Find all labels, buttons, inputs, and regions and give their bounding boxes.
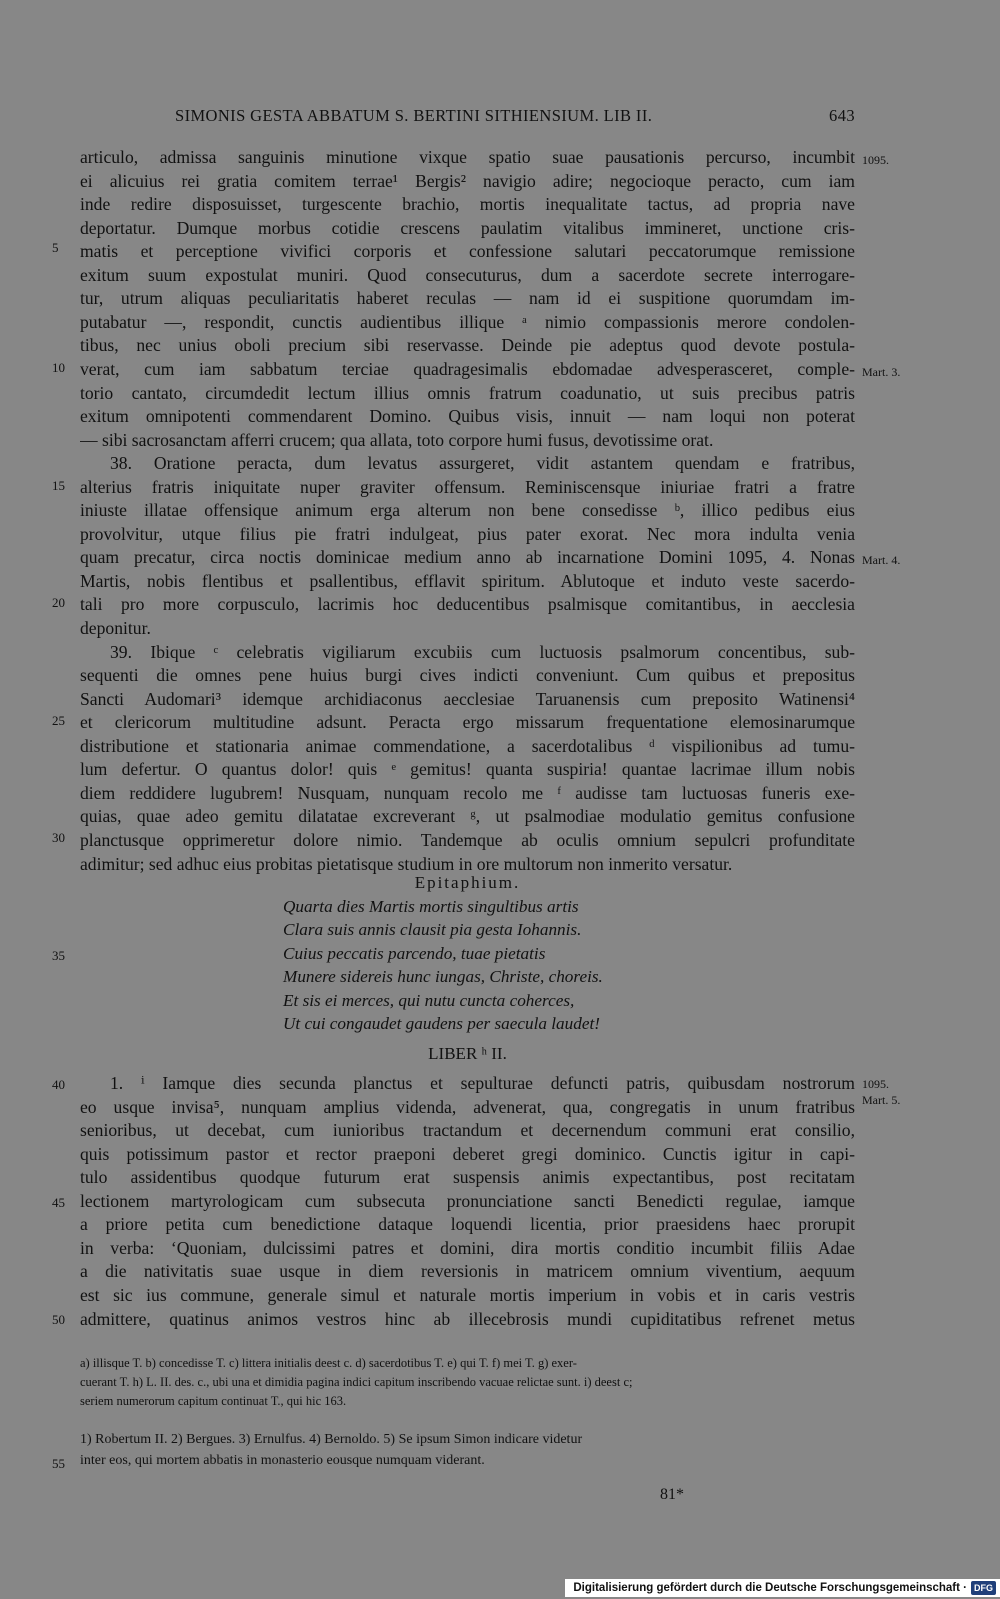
text-line: deponitur. bbox=[80, 618, 151, 638]
line-number: 40 bbox=[52, 1077, 65, 1092]
text-line: distributione et stationaria animae commendatione, a sacerdotalibus ᵈ vispilionibus ad tumu- bbox=[80, 735, 855, 756]
line-number: 50 bbox=[52, 1312, 65, 1327]
signature-mark: 81* bbox=[660, 1486, 684, 1503]
text-line: lectionem martyrologicam cum subsecuta pronunciatione sancti Benedicti regulae, iamque bbox=[80, 1190, 855, 1211]
text-line: tali pro more corpusculo, lacrimis hoc deducentibus psalmisque comitantibus, in aecclesia bbox=[80, 594, 855, 615]
text-line: eo usque invisa⁵, nunquam amplius videnda, advenerat, qua, congregatis in unum fratribus bbox=[80, 1096, 855, 1117]
text-line: quam precatur, circa noctis dominicae medium anno ab incarnatione Domini 1095, 4. Nonas bbox=[80, 547, 855, 568]
text-line: lum defertur. O quantus dolor! quis ᵉ gemitus! quanta suspiria! quantae lacrimae illum nobis bbox=[80, 759, 855, 780]
poem-line: Clara suis annis clausit pia gesta Iohannis. bbox=[283, 920, 582, 940]
apparatus-line: a) illisque T. b) concedisse T. c) littera initialis deest c. d) sacerdotibus T. e) qui T. f) mei T. g) exer- bbox=[80, 1356, 577, 1370]
text-line: exitum suum expostulat muniri. Quod consecuturus, dum a sacerdote secrete interrogare- bbox=[80, 264, 855, 285]
text-line: provolvitur, utque filius pie fratri indulgeat, pius pater exorat. Nec mora indulta venia bbox=[80, 523, 855, 544]
margin-note-date: Mart. 3. bbox=[862, 365, 901, 379]
text-line: senioribus, ut decebat, cum iunioribus tractandum et decernendum communi erat consilio, bbox=[80, 1120, 855, 1141]
text-line: planctusque opprimeretur dolore nimio. Tandemque ab oculis omnium sepulcri profunditate bbox=[80, 829, 855, 850]
margin-note-date: Mart. 4. bbox=[862, 553, 901, 567]
line-number: 20 bbox=[52, 595, 65, 610]
text-line: a priore petita cum benedictione dataque loquendi licentia, prior praesidens haec prorupit bbox=[80, 1214, 855, 1235]
line-number: 5 bbox=[52, 240, 59, 255]
footnote-line: 1) Robertum II. 2) Bergues. 3) Ernulfus. 4) Bernoldo. 5) Se ipsum Simon indicare videtur bbox=[80, 1432, 583, 1447]
book-title: LIBER ʰ II. bbox=[428, 1044, 507, 1063]
line-number: 25 bbox=[52, 713, 65, 728]
text-line: quis potissimum pastor et rector praeponi deberet gregi dominico. Cunctis igitur in capi- bbox=[80, 1143, 855, 1164]
text-line: diem reddidere lugubrem! Nusquam, nunquam recolo me ᶠ audisse tam luctuosas funeris exe- bbox=[80, 782, 855, 803]
page-number: 643 bbox=[829, 106, 855, 125]
margin-note-year: 1095. bbox=[862, 153, 889, 167]
margin-note-year: 1095. bbox=[862, 1077, 889, 1091]
text-line: adimitur; sed adhuc eius probitas pietatisque studium in ore multorum non inmerito versatur. bbox=[80, 853, 733, 874]
running-header bbox=[175, 106, 855, 126]
running-title: SIMONIS GESTA ABBATUM S. BERTINI SITHIENSIUM. LIB II. bbox=[175, 106, 653, 125]
line-number: 55 bbox=[52, 1456, 65, 1471]
poem-line: Quarta dies Martis mortis singultibus artis bbox=[283, 897, 579, 916]
text-line: sequenti die omnes pene huius burgi cives indicti conveniunt. Cum quibus et prepositus bbox=[80, 665, 855, 686]
text-line: deportatur. Dumque morbus cotidie crescens paulatim vitalibus immineret, unctione cris- bbox=[80, 217, 855, 238]
text-line: alterius fratris iniquitate nuper graviter offensum. Reminiscensque iniuriae fratri a fratre bbox=[80, 476, 855, 497]
poem-line: Ut cui congaudet gaudens per saecula laudet! bbox=[283, 1014, 600, 1033]
text-line: inde redire disposuisset, turgescente brachio, mortis inequalitate tactus, ad propria nave bbox=[80, 194, 855, 215]
epitaph-title: Epitaphium. bbox=[414, 873, 521, 892]
margin-note-date: Mart. 5. bbox=[862, 1093, 901, 1107]
text-line: a die nativitatis suae usque in diem reversionis in matricem omnium viventium, aequum bbox=[80, 1261, 855, 1282]
line-number: 30 bbox=[52, 830, 65, 845]
footnote-line: inter eos, qui mortem abbatis in monasterio eousque numquam viderant. bbox=[80, 1453, 485, 1468]
text-line: iniuste illatae offensique animum erga alterum non bene consedisse ᵇ, illico pedibus eius bbox=[80, 500, 855, 521]
footer-text: Digitalisierung gefördert durch die Deutsche Forschungsgemeinschaft · bbox=[573, 1582, 967, 1594]
text-line: exitum omnipotenti commendarent Domino. Quibus visis, innuit — nam loqui non poterat bbox=[80, 406, 855, 427]
poem-line: Cuius peccatis parcendo, tuae pietatis bbox=[283, 943, 546, 963]
text-line: torio cantato, circumdedit lectum illius omnis fratrum coadunatio, ut suis precibus patris bbox=[80, 382, 855, 403]
text-line: matis et perceptione vivifici corporis et confessione salutari peccatorumque remissione bbox=[80, 241, 855, 262]
text-line: 1. ⁱ Iamque dies secunda planctus et sepulturae defuncti patris, quibusdam nostrorum bbox=[110, 1073, 855, 1093]
text-line: admittere, quatinus animos vestros hinc ab illecebrosis mundi cupiditatibus refrenet metus bbox=[80, 1308, 855, 1329]
digitization-footer bbox=[565, 1579, 1000, 1597]
text-line: tulo assidentibus quodque futurum erat suspensis animis expectantibus, post recitatam bbox=[80, 1167, 855, 1188]
text-line: est sic ius commune, generale simul et naturale mortis imperium in vobis et in caris vestris bbox=[80, 1284, 855, 1305]
text-line: 39. Ibique ᶜ celebratis vigiliarum excubiis cum luctuosis psalmorum concentibus, sub- bbox=[110, 641, 855, 662]
text-line: tibus, nec unius oboli precium sibi reservasse. Deinde pie adeptus quod devote postula- bbox=[80, 335, 855, 356]
text-line: ei alicuius rei gratia comitem terrae¹ Bergis² navigio adire; negocioque peracto, cum iam bbox=[80, 170, 855, 191]
text-line: putabatur —, respondit, cunctis audientibus illique ᵃ nimio compassionis merore condolen- bbox=[80, 311, 855, 332]
text-line: Sancti Audomari³ idemque archidiaconus aecclesiae Taruanensis cum preposito Watinensi⁴ bbox=[80, 688, 855, 709]
text-line: et clericorum multitudine adsunt. Peracta ergo missarum frequentatione elemosinarumque bbox=[80, 712, 855, 733]
text-line: — sibi sacrosanctam afferri crucem; qua allata, toto corpore humi fusus, devotissime orat. bbox=[80, 429, 714, 450]
dfg-logo-icon: DFG bbox=[971, 1581, 996, 1595]
poem-line: Et sis ei merces, qui nutu cuncta coherces, bbox=[283, 990, 575, 1010]
text-line: tur, utrum aliquas peculiaritatis haberet reculas — nam id ei suspitione quorumdam im- bbox=[80, 288, 855, 309]
text-line: quias, quae adeo gemitu dilatatae excreverant ᵍ, ut psalmodiae modulatio gemitus confusione bbox=[80, 806, 855, 827]
line-number: 45 bbox=[52, 1195, 65, 1210]
apparatus-line: seriem numerorum capitum continuat T., qui hic 163. bbox=[80, 1394, 347, 1408]
line-number: 10 bbox=[52, 360, 65, 375]
text-line: in verba: ‘Quoniam, dulcissimi patres et domini, dira mortis conditio incumbit filiis Adae bbox=[80, 1237, 855, 1258]
text-line: verat, cum iam sabbatum terciae quadragesimalis ebdomadae advesperasceret, comple- bbox=[80, 358, 855, 379]
text-line: Martis, nobis flentibus et psallentibus, efflavit spiritum. Ablutoque et induto veste sacerdo- bbox=[80, 570, 855, 591]
apparatus-line: cuerant T. h) L. II. des. c., ubi una et dimidia pagina indici capitum inscribendo vacuae relictae sunt. i) deest c; bbox=[80, 1375, 633, 1389]
text-line: articulo, admissa sanguinis minutione vixque spatio suae pausationis percurso, incumbit bbox=[80, 147, 855, 167]
text-line: 38. Oratione peracta, dum levatus assurgeret, vidit astantem quendam e fratribus, bbox=[110, 453, 855, 474]
line-number: 15 bbox=[52, 478, 65, 493]
line-number: 35 bbox=[52, 948, 65, 963]
poem-line: Munere sidereis hunc iungas, Christe, choreis. bbox=[283, 967, 603, 987]
